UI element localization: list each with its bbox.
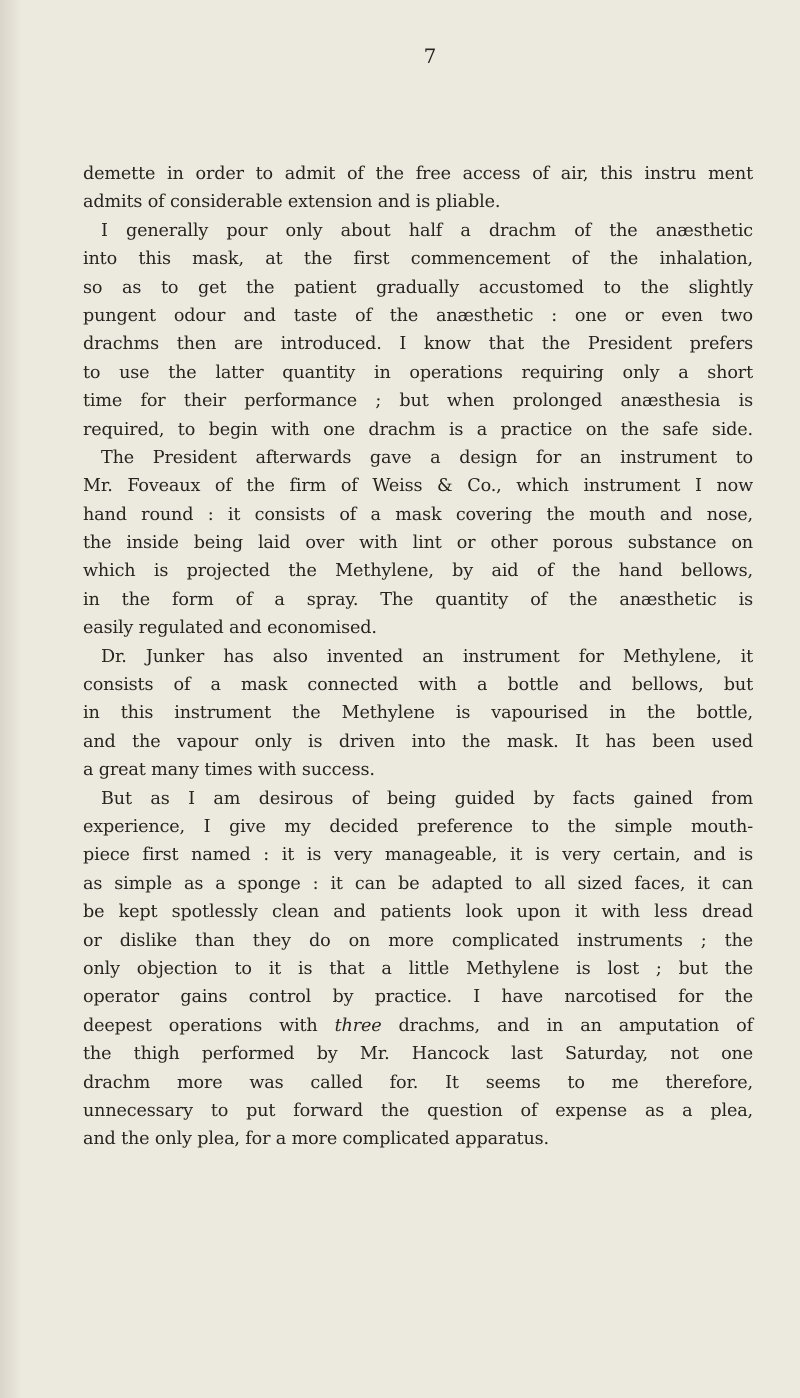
- text-line: only objection to it is that a little Methylene is lost ; but the: [83, 958, 753, 979]
- text-line: and the only plea, for a more complicated apparatus.: [83, 1129, 549, 1150]
- page-number: 7: [423, 44, 437, 68]
- text-line: hand round : it consists of a mask covering the mouth and nose,: [83, 504, 753, 525]
- text-line: demette in order to admit of the free access of air, this instru ment: [83, 164, 753, 184]
- text-line-italic-word: deepest operations with three drachms, and in an amputation of: [83, 1015, 753, 1036]
- text-line: into this mask, at the first commencement of the inhalation,: [83, 249, 753, 270]
- text-line: unnecessary to put forward the question of expense as a plea,: [83, 1100, 753, 1121]
- text-line: required, to begin with one drachm is a practice on the safe side.: [83, 419, 753, 440]
- text-line: be kept spotlessly clean and patients look upon it with less dread: [83, 902, 753, 923]
- text-line: consists of a mask connected with a bottle and bellows, but: [83, 675, 753, 696]
- text-line: the thigh performed by Mr. Hancock last Saturday, not one: [83, 1044, 753, 1065]
- text-line: drachms then are introduced. I know that the President prefers: [83, 334, 753, 355]
- text-line: which is projected the Methylene, by aid of the hand bellows,: [83, 561, 753, 582]
- text-line: easily regulated and economised.: [83, 618, 377, 639]
- text-line: piece first named : it is very manageable, it is very certain, and is: [83, 845, 753, 866]
- text-line: or dislike than they do on more complicated instruments ; the: [83, 930, 753, 951]
- text-line: as simple as a sponge : it can be adapted to all sized faces, it can: [83, 873, 753, 894]
- text-line: in this instrument the Methylene is vapourised in the bottle,: [83, 703, 753, 724]
- text-line: a great many times with success.: [83, 760, 375, 781]
- text-line: operator gains control by practice. I have narcotised for the: [83, 987, 753, 1008]
- text-line: Mr. Foveaux of the firm of Weiss & Co., which instrument I now: [83, 476, 753, 497]
- text-line: pungent odour and taste of the anæsthetic : one or even two: [83, 305, 753, 326]
- text-line: to use the latter quantity in operations requiring only a short: [83, 362, 753, 383]
- text-line: The President afterwards gave a design for an instrument to: [101, 447, 753, 468]
- text-line: admits of considerable extension and is pliable.: [83, 192, 501, 213]
- emphasis-text: three: [334, 1015, 382, 1036]
- text-line: and the vapour only is driven into the mask. It has been used: [83, 731, 753, 752]
- text-line: I generally pour only about half a drachm of the anæsthetic: [101, 220, 753, 241]
- text-line: time for their performance ; but when prolonged anæsthesia is: [83, 391, 753, 412]
- text-line: But as I am desirous of being guided by facts gained from: [101, 788, 753, 809]
- text-line: experience, I give my decided preference to the simple mouth-: [83, 816, 753, 837]
- text-line: in the form of a spray. The quantity of the anæsthetic is: [83, 589, 753, 610]
- text-line: Dr. Junker has also invented an instrument for Methylene, it: [101, 646, 753, 667]
- body-text: [83, 160, 753, 1154]
- text-line: drachm more was called for. It seems to me therefore,: [83, 1072, 753, 1093]
- text-line: the inside being laid over with lint or other porous substance on: [83, 533, 753, 554]
- text-line: so as to get the patient gradually accustomed to the slightly: [83, 277, 753, 298]
